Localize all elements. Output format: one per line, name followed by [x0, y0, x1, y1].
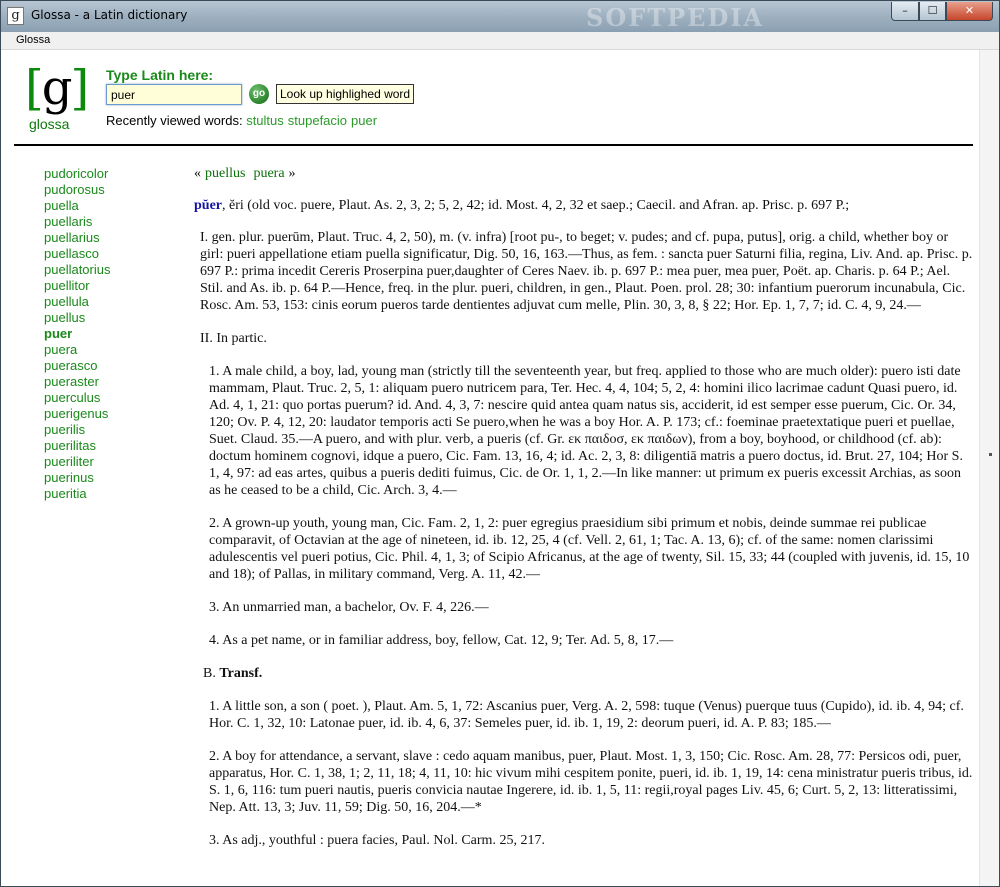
word-list-item[interactable]: puerilis [44, 422, 86, 437]
menu-glossa[interactable]: Glossa [16, 34, 51, 46]
entry-nav [194, 165, 974, 182]
word-list-item[interactable]: puellatorius [44, 262, 111, 277]
word-list-item[interactable]: puerasco [44, 358, 98, 373]
section-B-heading: B. Transf. [203, 666, 263, 681]
search-label: Type Latin here: [106, 67, 214, 83]
next-symbol: » [288, 166, 296, 181]
menu-bar [1, 32, 999, 50]
word-list-item[interactable]: pudoricolor [44, 166, 109, 181]
word-list-item[interactable]: puerculus [44, 390, 101, 405]
word-list-item[interactable]: puera [44, 342, 78, 357]
entry-head [194, 197, 974, 214]
sense-II-2: 2. A grown-up youth, young man, Cic. Fam. 2, 1, 2: puer egregius praesidium sibi primum et nobis, deinde summae rei publicae comparavit, of Octavian at the age of nineteen, id. ib. 12, 25, 4 (cf. Vell. 2, 61, 1; Tac. A. 13, 6); cf. of the same: nomen clarissimi adulescentis vel pueri potius, Cic. Phil. 4, 1, 3; of Scipio Africanus, at the age of twenty, Sil. 15, 33; 44 (coupled with juvenis, id. 15, 10 and 18); of Pallas, in military command, Verg. A. 11, 42.— [209, 516, 970, 582]
recent-word-link[interactable]: puer [351, 113, 378, 128]
app-icon[interactable]: g [7, 7, 24, 25]
word-list-item[interactable]: puella [44, 198, 79, 213]
word-list-item[interactable]: puellasco [44, 246, 99, 261]
word-list-item[interactable]: puerilitas [44, 438, 97, 453]
sense-B-3: 3. As adj., youthful : puera facies, Paul. Nol. Carm. 25, 217. [209, 833, 545, 848]
title-bar[interactable] [1, 1, 999, 32]
sense-II-3: 3. An unmarried man, a bachelor, Ov. F. 4, 226.— [209, 600, 489, 615]
word-list-item[interactable]: puellitor [44, 278, 90, 293]
word-list-item[interactable]: pueraster [44, 374, 99, 389]
header-divider [14, 144, 973, 146]
recent-word-link[interactable]: stultus [246, 113, 284, 128]
word-list-item[interactable]: pueritia [44, 486, 87, 501]
sense-II-1: 1. A male child, a boy, lad, young man (strictly till the seventeenth year, but freq. applied to those who are much older): puero isti date mammam, Plaut. Truc. 2, 5, 1: aliquam puero nutricem para, Ter. Hec. 4, 4, 104; 5, 2, 4: homini ilico lacrimae cadunt Quasi puero, id. Ad. 4, 1, 21: quo portas puerum? id. And. 4, 3, 7: nescire quid antea quam natus sis, acciderit, id est semper esse puerum, Cic. Or. 34, 120; Ov. P. 4, 12, 20: laudator temporis acti Se puero,when he was a boy Hor. A. P. 173; cf.: foeminae praetextatique pueri et puellae, Suet. Claud. 35.—A puero, and with plur. verb, a pueris (cf. Gr. εκ παιδοσ, εκ παιδων), from a boy, boyhood, or childhood (cf. ab): doctum hominem cognovi, idque a puero, Cic. Fam. 13, 16, 4; id. Ac. 2, 3, 8: diligentiā matris a puero doctus, id. Brut. 27, 104; Hor S. 1, 4, 97: ad eas artes, quibus a pueris dediti fuimus, Cic. de Or. 1, 1, 2.—In like manner: ut primum ex pueris excessit Archias, as soon as he ceased to be a child, Cic. Arch. 3, 4.— [209, 364, 963, 498]
word-list-item[interactable]: puerigenus [44, 406, 109, 421]
lookup-tooltip: Look up highlighed word [276, 84, 414, 104]
word-list-item[interactable]: puellus [44, 310, 86, 325]
sense-I: I. gen. plur. puerūm, Plaut. Truc. 4, 2, 50), m. (v. infra) [root pu-, to beget; v. pudes; and cf. pupa, putus], orig. a child, whether boy or girl: pueri appellatione etiam puella significatur, Dig. 50, 16, 163.—Thus, as fem. : sancta puer Saturni filia, regina, Liv. And. ap. Prisc. p. 697 P.: prima incedit Cereris Proserpina puer,daughter of Ceres Naev. ib. p. 697 P.: mea puer, mea puer, Poët. ap. Charis. p. 64 P.; Ael. Stil. and As. ib. p. 64 P.—Hence, freq. in the plur. pueri, children, in gen., Plaut. Poen. prol. 28; 30: infantium puerorum incunabula, Cic. Rosc. Am. 53, 153: cinis eorum pueros tarde dentientes adjuvat cum melle, Plin. 30, 3, 8, § 22; Hor. Ep. 1, 7, 7; id. C. 4, 9, 24.— [200, 230, 973, 313]
scroll-grip[interactable] [989, 453, 992, 456]
glossa-logo: [g] [25, 60, 88, 116]
headword: pŭer [194, 198, 222, 213]
minimize-button[interactable]: – [891, 2, 919, 21]
word-list-item[interactable]: puellula [44, 294, 89, 309]
prev-symbol: « [194, 166, 201, 181]
word-list-item[interactable]: puerinus [44, 470, 94, 485]
recent-word-link[interactable]: stupefacio [287, 113, 348, 128]
sense-B-2: 2. A boy for attendance, a servant, slave : cedo aquam manibus, puer, Plaut. Most. 1, 3, 150; Cic. Rosc. Am. 28, 77: Persicos odi, puer, apparatus, Hor. C. 1, 38, 1; 2, 11, 18; 4, 11, 10: hic vivum mihi cespitem ponite, pueri, id. ib. 1, 19, 14: cena ministratur pueris tribus, id. S. 1, 6, 116: tum pueri nautis, pueris convicia nautae Ingerere, id. ib. 1, 5, 11: regii,royal pages Liv. 45, 6; Curt. 5, 2, 13: litteratissimi, Nep. Att. 13, 3; Juv. 11, 59; Dig. 50, 16, 204.—* [209, 749, 973, 815]
word-list-item[interactable]: pudorosus [44, 182, 105, 197]
sense-B-1: 1. A little son, a son ( poet. ), Plaut. Am. 5, 1, 72: Ascanius puer, Verg. A. 2, 598: tuque (Venus) puerque tuus (Cupido), id. ib. 4, 94; cf. Hor. C. 1, 32, 10: Latonae puer, id. ib. 4, 6, 37: Semeles puer, id. ib. 1, 19, 2: deorum pueri, id. A. P. 83; 185.— [209, 699, 964, 731]
recent-label: Recently viewed words: [106, 113, 243, 128]
word-list-item-selected[interactable]: puer [44, 326, 73, 341]
go-button[interactable]: go [249, 84, 269, 104]
word-list [44, 166, 111, 502]
sense-II-4: 4. As a pet name, or in familiar address, boy, fellow, Cat. 12, 9; Ter. Ad. 5, 8, 17.— [209, 633, 674, 648]
word-list-item[interactable]: puellaris [44, 214, 93, 229]
recently-viewed [106, 113, 381, 128]
dictionary-entry [194, 165, 974, 865]
head-grammar: , ĕri (old voc. puere, Plaut. As. 2, 3, 2; 5, 2, 42; id. Most. 4, 2, 32 et saep.; Caecil. and Afran. ap. Prisc. p. 697 P.; [222, 198, 850, 213]
word-list-item[interactable]: pueriliter [44, 454, 94, 469]
word-list-item[interactable]: puellarius [44, 230, 100, 245]
next-word-link[interactable]: puera [253, 166, 285, 181]
main-content [1, 50, 979, 886]
prev-word-link[interactable]: puellus [205, 166, 246, 181]
window-title: Glossa - a Latin dictionary [31, 8, 188, 22]
close-button[interactable]: ✕ [946, 2, 993, 21]
search-input[interactable] [106, 84, 242, 105]
logo-label: glossa [29, 116, 70, 132]
sense-II: II. In partic. [200, 331, 267, 346]
maximize-button[interactable]: ☐ [919, 2, 946, 21]
vertical-scrollbar[interactable] [979, 50, 999, 886]
watermark: SOFTPEDIA [586, 3, 765, 32]
